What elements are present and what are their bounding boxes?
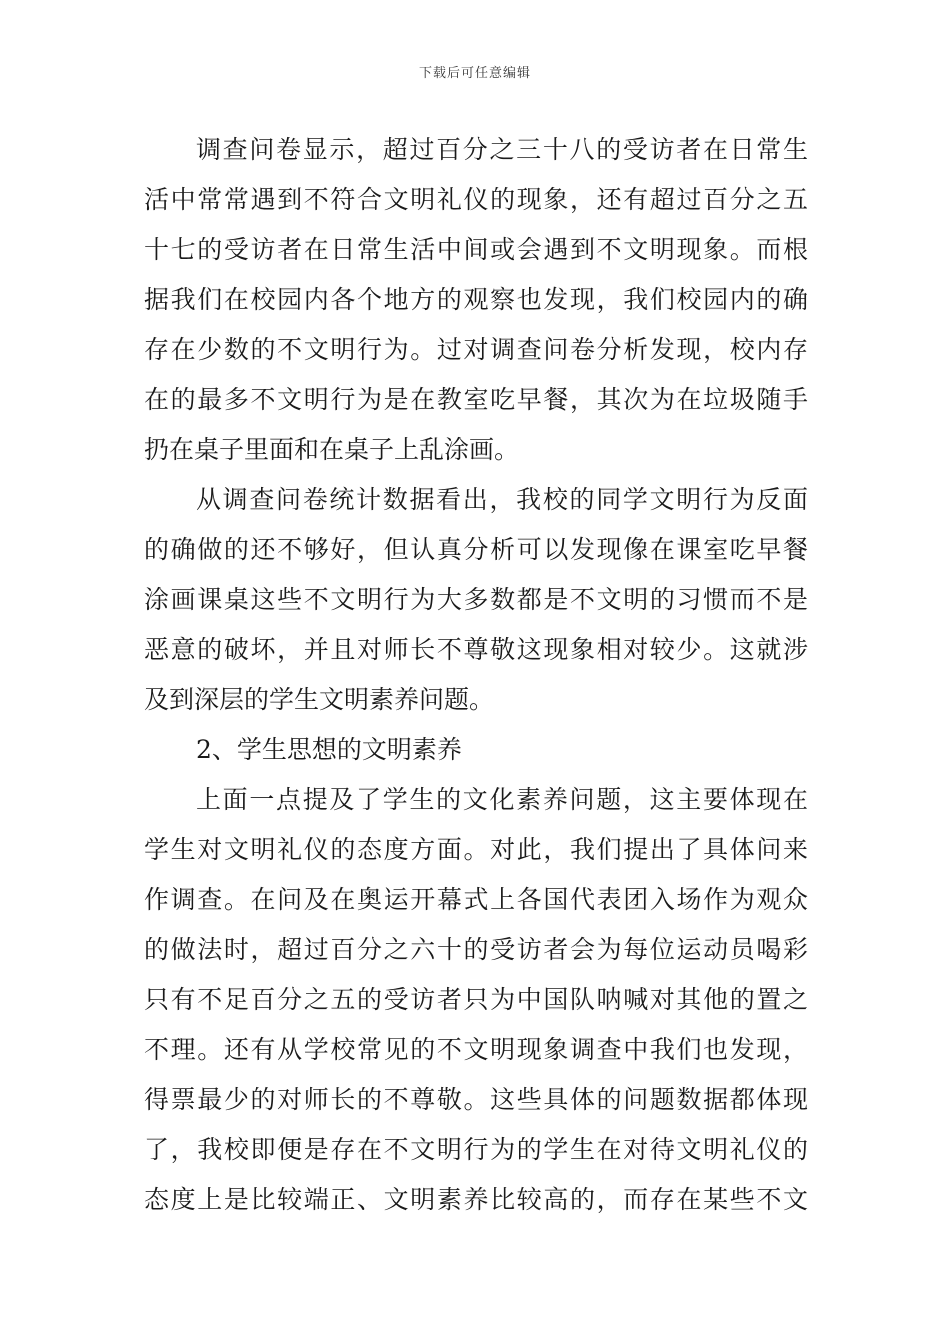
text-line: 恶意的破坏，并且对师长不尊敬这现象相对较少。这就涉 [144, 635, 808, 664]
text-line: 调查问卷显示，超过百分之三十八的受访者在日常生 [196, 135, 808, 164]
text-line: 及到深层的学生文明素养问题。 [144, 685, 495, 714]
text-line: 不理。还有从学校常见的不文明现象调查中我们也发现， [144, 1035, 808, 1064]
text-line: 在的最多不文明行为是在教室吃早餐，其次为在垃圾随手 [144, 385, 808, 414]
section-heading: 2、学生思想的文明素养 [196, 735, 462, 764]
text-line: 的做法时，超过百分之六十的受访者会为每位运动员喝彩 [144, 935, 808, 964]
text-line: 作调查。在问及在奥运开幕式上各国代表团入场作为观众 [144, 885, 808, 914]
text-line: 的确做的还不够好，但认真分析可以发现像在课室吃早餐 [144, 535, 808, 564]
text-line: 存在少数的不文明行为。过对调查问卷分析发现，校内存 [144, 335, 808, 364]
text-line: 上面一点提及了学生的文化素养问题，这主要体现在 [196, 785, 808, 814]
text-line: 从调查问卷统计数据看出，我校的同学文明行为反面 [196, 485, 808, 514]
text-line: 活中常常遇到不符合文明礼仪的现象，还有超过百分之五 [144, 185, 808, 214]
text-line: 得票最少的对师长的不尊敬。这些具体的问题数据都体现 [144, 1085, 808, 1114]
text-line: 扔在桌子里面和在桌子上乱涂画。 [144, 435, 520, 464]
text-line: 十七的受访者在日常生活中间或会遇到不文明现象。而根 [144, 235, 808, 264]
text-line: 态度上是比较端正、文明素养比较高的，而存在某些不文 [144, 1185, 808, 1214]
text-line: 据我们在校园内各个地方的观察也发现，我们校园内的确 [144, 285, 808, 314]
text-line: 涂画课桌这些不文明行为大多数都是不文明的习惯而不是 [144, 585, 808, 614]
page-header: 下载后可任意编辑 [418, 66, 531, 81]
text-line: 学生对文明礼仪的态度方面。对此，我们提出了具体问来 [144, 835, 808, 864]
text-line: 了，我校即便是存在不文明行为的学生在对待文明礼仪的 [144, 1135, 808, 1164]
text-line: 只有不足百分之五的受访者只为中国队呐喊对其他的置之 [144, 985, 808, 1014]
